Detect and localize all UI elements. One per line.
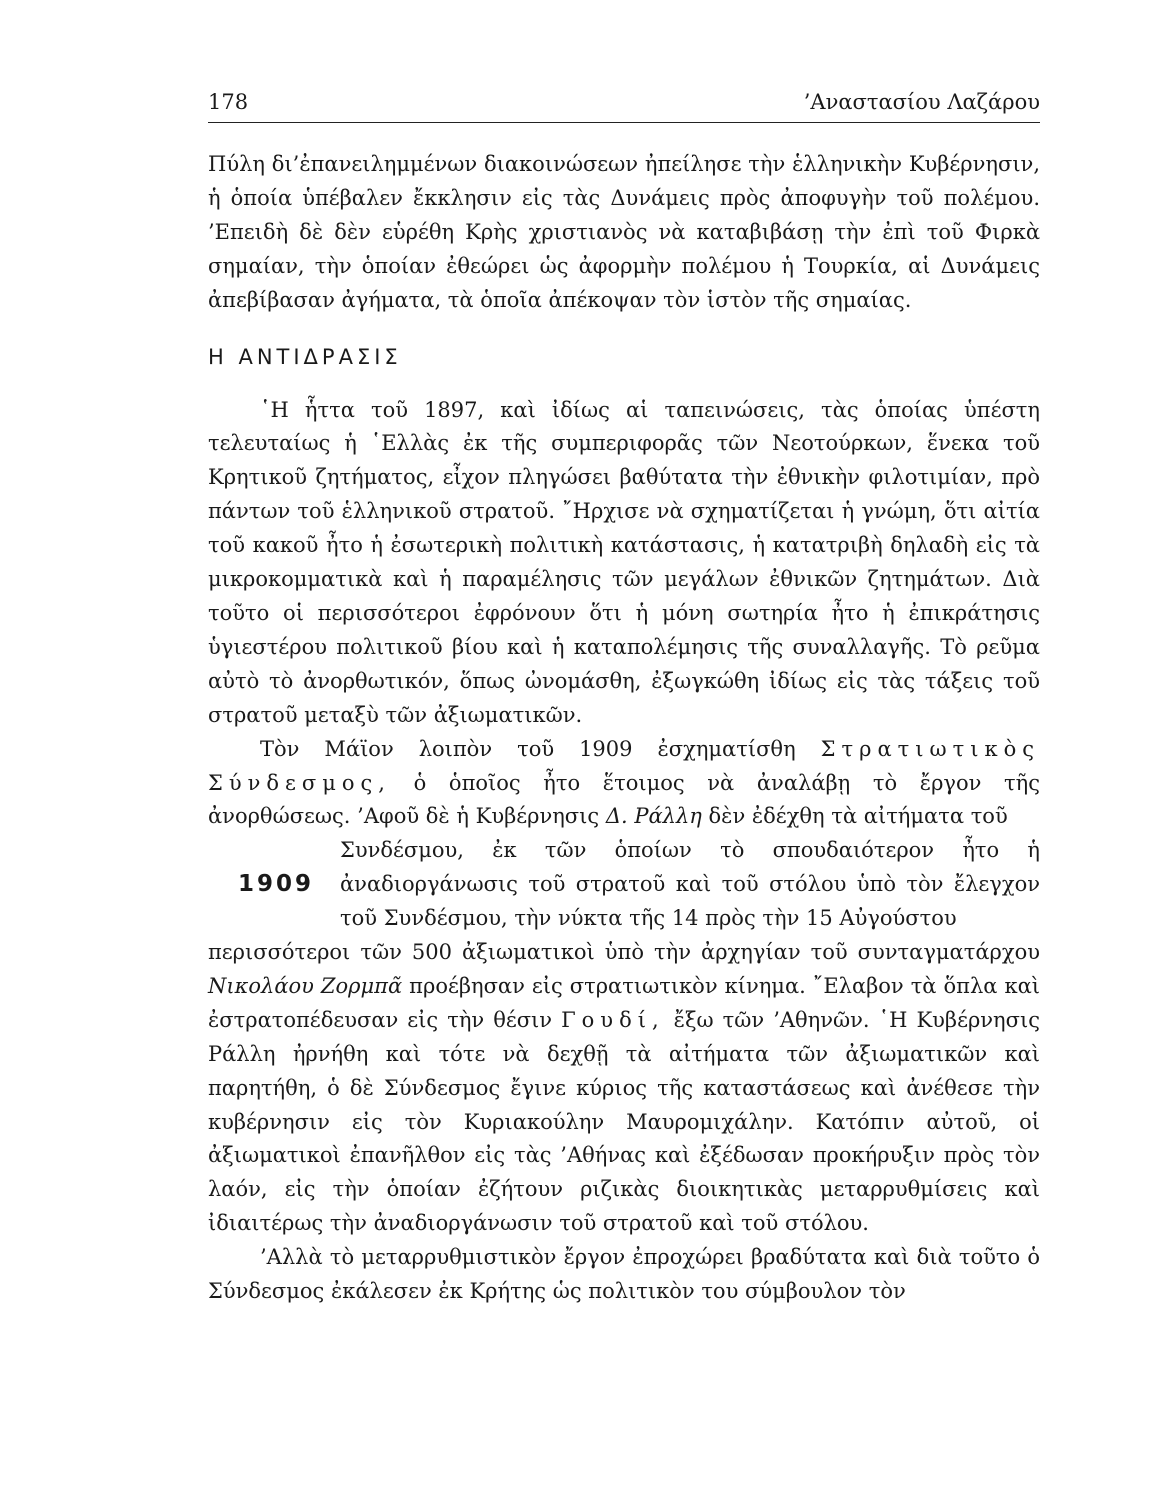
organization-name: Στρατιωτικὸς Σύνδεσμος, (208, 736, 1040, 795)
hanging-text: Συνδέσμου, ἐκ τῶν ὁποίων τὸ σπουδαιότερον ἦτο ἡ ἀναδιοργάνωσις τοῦ στρατοῦ καὶ τοῦ στόλου ὑπὸ τὸν ἔλεγχον τοῦ Συνδέσμου, τὴν νύκτα τῆς 14 πρὸς τὴν 15 Αὐγούστου (340, 838, 1040, 931)
paragraph-3-part-e: δὲν ἐδέχθη τὰ αἰτήματα τοῦ (708, 804, 1008, 829)
paragraph-4 (208, 936, 1040, 1241)
paragraph-1: Πύλη δι’ἐπανειλημμένων διακοινώσεων ἠπείλησε τὴν ἑλληνικὴν Κυβέρνησιν, ἡ ὁποία ὑπέβαλεν ἔκκλησιν εἰς τὰς Δυνάμεις πρὸς ἀποφυγὴν τοῦ πολέμου. ’Επειδὴ δὲ δὲν εὑρέθη Κρὴς χριστιανὸς νὰ καταβιβάσῃ τὴν ἐπὶ τοῦ Φιρκὰ σημαίαν, τὴν ὁποίαν ἐθεώρει ὡς ἀφορμὴν πολέμου ἡ Τουρκία, αἱ Δυνάμεις ἀπεβίβασαν ἀγήματα, τὰ ὁποῖα ἀπέκοψαν τὸν ἱστὸν τῆς σημαίας. (208, 152, 1040, 312)
marginal-note-block (208, 834, 1040, 936)
paragraph-3-part-c: ὁ ὁποῖος ἦτο ἕτοιμος νὰ ἀναλάβῃ τὸ ἔργον τῆς ἀνορθώσεως. ’Αφοῦ δὲ ἡ Κυβέρνησις (208, 770, 1040, 829)
running-head (208, 88, 1040, 123)
person-name-zorbas: Νικολάου Ζορμπᾶ (208, 973, 403, 998)
section-heading: Η ΑΝΤΙΔΡΑΣΙΣ (208, 344, 402, 369)
place-name-goudi: Γουδί, (561, 1007, 665, 1032)
paragraph-2: ῾Η ἧττα τοῦ 1897, καὶ ἰδίως αἱ ταπεινώσεις, τὰς ὁποίας ὑπέστη τελευταίως ἡ ῾Ελλὰς ἐκ τῆς συμπεριφορᾶς τῶν Νεοτούρκων, ἕνεκα τοῦ Κρητικοῦ ζητήματος, εἶχον πληγώσει βαθύτατα τὴν ἐθνικὴν φιλοτιμίαν, πρὸ πάντων τοῦ ἑλληνικοῦ στρατοῦ. ῎Ηρχισε νὰ σχηματίζεται ἡ γνώμη, ὅτι αἰτία τοῦ κακοῦ ἦτο ἡ ἐσωτερικὴ πολιτικὴ κατάστασις, ἡ κατατριβὴ δηλαδὴ εἰς τὰ μικροκομματικὰ καὶ ἡ παραμέλησις τῶν μεγάλων ἐθνικῶν ζητημάτων. Διὰ τοῦτο οἱ περισσότεροι ἐφρόνουν ὅτι ἡ μόνη σωτηρία ἦτο ἡ ἐπικράτησις ὑγιεστέρου πολιτικοῦ βίου καὶ ἡ καταπολέμησις τῆς συναλλαγῆς. Τὸ ρεῦμα αὐτὸ τὸ ἀνορθωτικόν, ὅπως ὠνομάσθη, ἐξωγκώθη ἰδίως εἰς τὰς τάξεις τοῦ στρατοῦ μεταξὺ τῶν ἀξιωματικῶν. (208, 397, 1040, 727)
paragraph-5: ’Αλλὰ τὸ μεταρρυθμιστικὸν ἔργον ἐπροχώρει βραδύτατα καὶ διὰ τοῦτο ὁ Σύνδεσμος ἐκάλεσεν ἐκ Κρήτης ὡς πολιτικὸν του σύμβουλον τὸν (208, 1245, 1040, 1304)
paragraph-3-part-a: Τὸν Μάϊον λοιπὸν τοῦ 1909 ἐσχηματίσθη (260, 736, 796, 761)
paragraph-4-part-c: προέβησαν εἰς στρατιωτικὸν κίνημα. ῎Ελαβον τὰ ὅπλα καὶ ἐστρατοπέδευσαν εἰς τὴν θέσιν (208, 973, 1040, 1032)
body-text (208, 148, 1040, 1309)
person-name-ralli: Δ. Ράλλη (605, 804, 702, 829)
running-title: ’Αναστασίου Λαζάρου (803, 90, 1040, 114)
page-number: 178 (208, 90, 249, 114)
paragraph-4-part-a: περισσότεροι τῶν 500 ἀξιωματικοὶ ὑπὸ τὴν ἀρχηγίαν τοῦ συνταγματάρχου (208, 940, 1040, 965)
paragraph-3 (208, 733, 1040, 835)
marginal-year: 1909 (238, 871, 315, 898)
paragraph-4-part-e: ἔξω τῶν ’Αθηνῶν. ῾Η Κυβέρνησις Ράλλη ἠρνήθη καὶ τότε νὰ δεχθῇ τὰ αἰτήματα τῶν ἀξιωματικῶν καὶ παρητήθη, ὁ δὲ Σύνδεσμος ἔγινε κύριος τῆς καταστάσεως καὶ ἀνέθεσε τὴν κυβέρνησιν εἰς τὸν Κυριακούλην Μαυρομιχάλην. Κατόπιν αὐτοῦ, οἱ ἀξιωματικοὶ ἐπανῆλθον εἰς τὰς ’Αθήνας καὶ ἐξέδωσαν προκήρυξιν πρὸς τὸν λαόν, εἰς τὴν ὁποίαν ἐζήτουν ριζικὰς διοικητικὰς μεταρρυθμίσεις καὶ ἰδιαιτέρως τὴν ἀναδιοργάνωσιν τοῦ στρατοῦ καὶ τοῦ στόλου. (208, 1007, 1040, 1236)
